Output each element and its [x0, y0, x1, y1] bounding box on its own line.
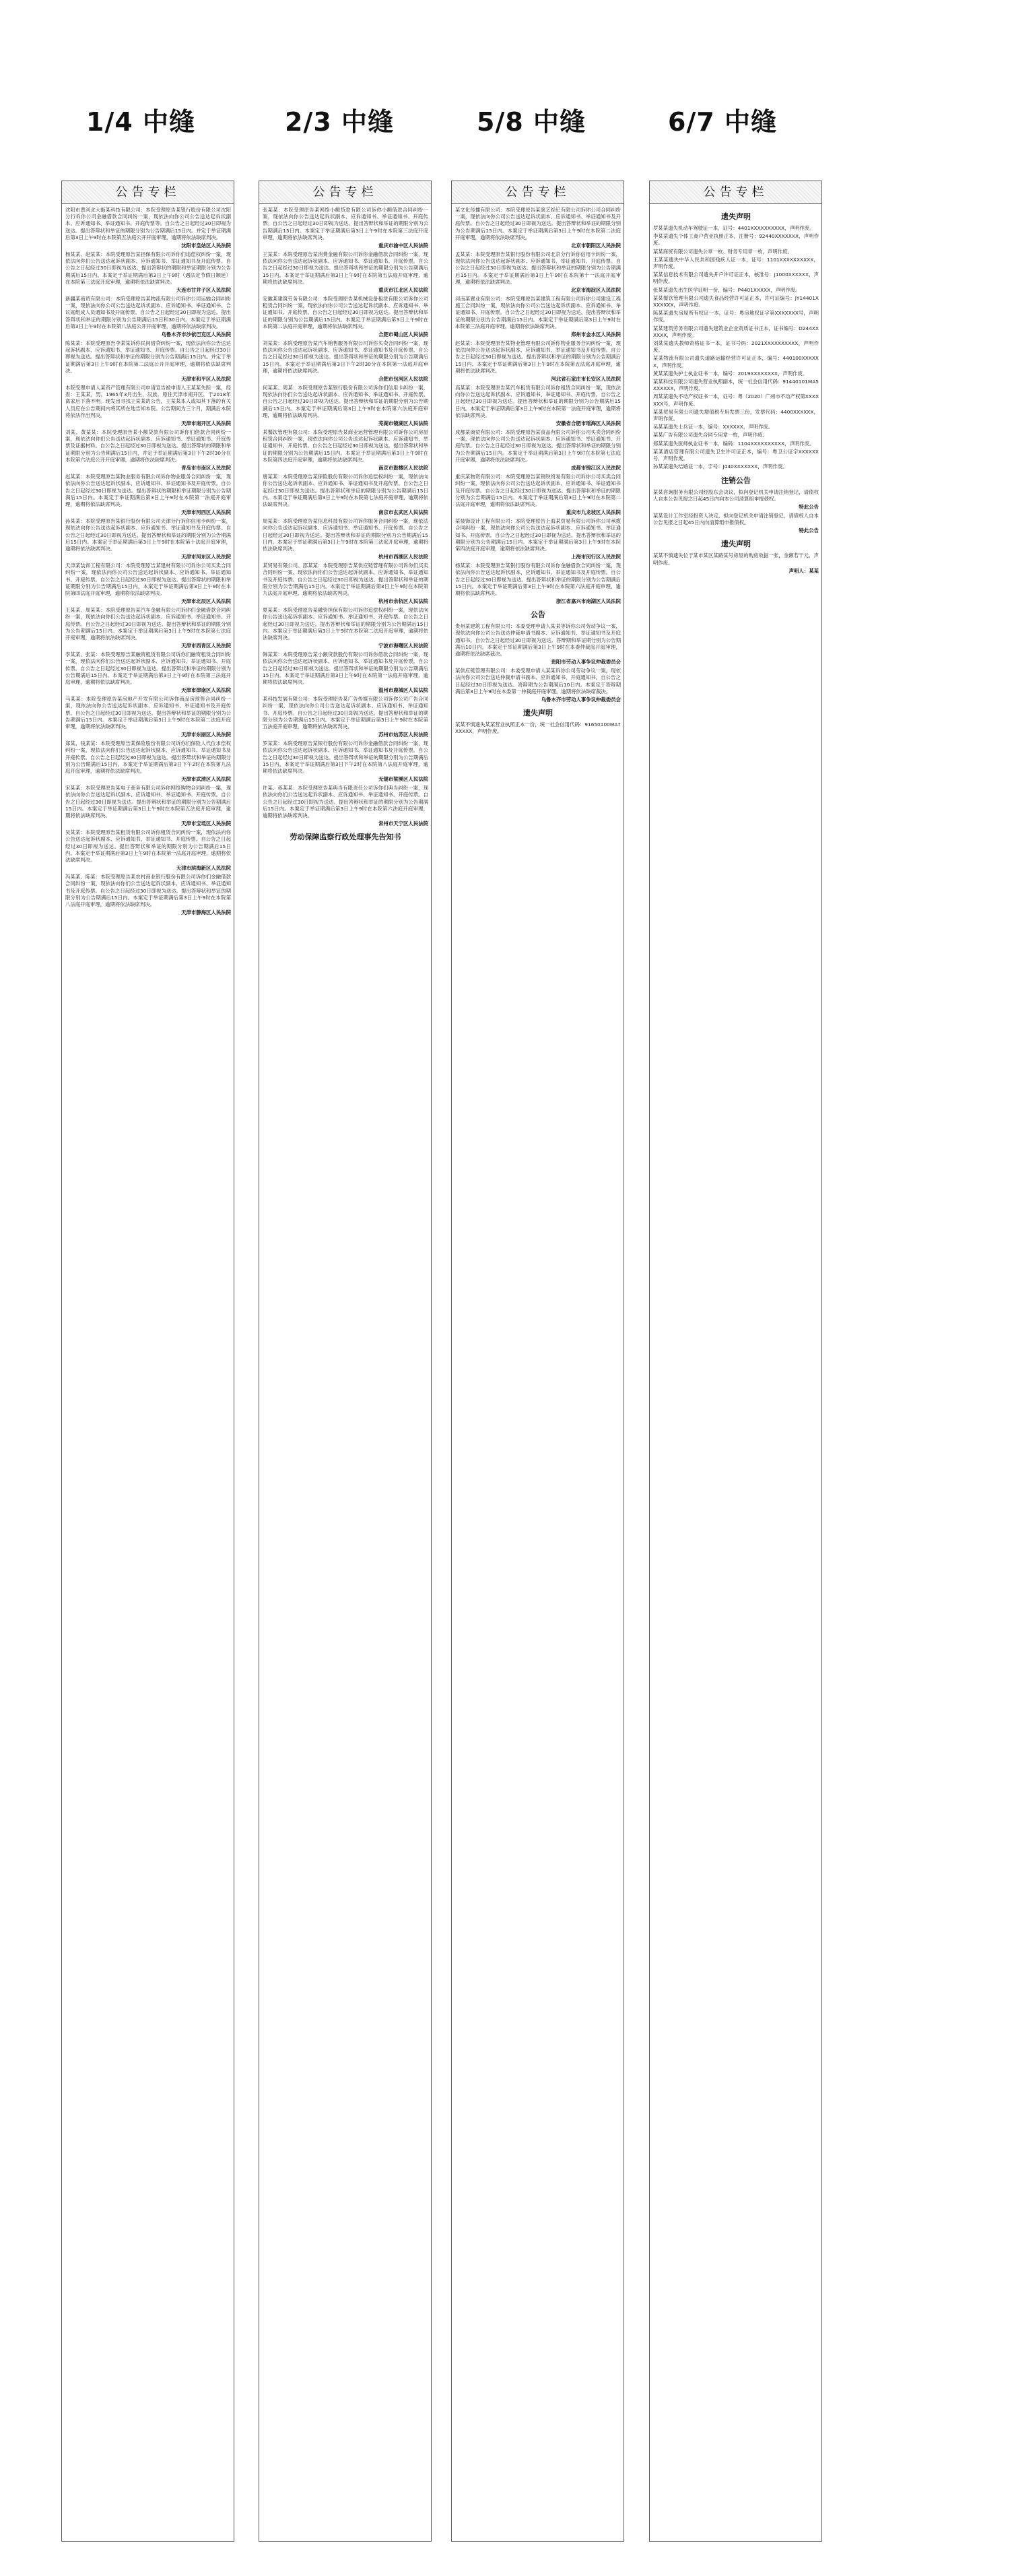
notice-text: 赵某某：本院受理原告某物业服务有限公司诉你物业服务合同纠纷一案，现依法向你公告送达起诉状副本、应诉通知书、举证通知书及开庭传票。自公告之日起经过30日即视为送达。提出答辩状的期限和举证期限分别为公告期满后15日内。本案定于举证期满后第3日上午9时在本院第一法庭开庭审理，逾期将依法缺席判决。	[65, 474, 231, 507]
notice-column-4	[649, 181, 822, 2542]
notice-text: 沈阳市黄河北大街某科技有限公司：本院受理原告某银行股份有限公司沈阳分行诉你公司金融借款合同纠纷一案，现依法向你公司公告送达起诉状副本、应诉通知书、举证通知书、开庭传票等。自公告之日起经过30日即视为送达。提出答辩状和举证的期限分别为公告期满后15日内。并定于举证期满后第3日上午9时在本院第五法庭公开开庭审理，逾期将依法缺席判决。	[65, 207, 231, 240]
notice-text: 许某、蒋某某：本院受理原告某典当有限责任公司诉你们典当纠纷一案，现依法向你们公告送达起诉状副本、应诉通知书、举证通知书、开庭传票。自公告之日起经过30日即视为送达。提出答辩状和举证的期限分别为公告期满后15日内。本案定于举证期满后第3日上午9时在本院第六法庭开庭审理，逾期将依法缺席判决。	[263, 785, 428, 819]
section-heading: 遗失声明	[721, 540, 751, 549]
column-heading-3: 5/8 中缝	[477, 107, 586, 137]
column-body	[259, 204, 431, 2539]
section-heading: 遗失声明	[721, 212, 751, 221]
notice-text: 安徽某建筑劳务有限公司：本院受理原告某机械设备租赁有限公司诉你公司租赁合同纠纷一案，现依法向你公司公告送达起诉状副本、应诉通知书、举证通知书、开庭传票。自公告之日起经过30日即视为送达。提出答辩状和举证的期限分别为公告期满后15日内。本案定于举证期满后第3日上午9时在本院第二法庭开庭审理，逾期将依法缺席判决。	[263, 296, 428, 329]
notice-issuer: 河北省石家庄市长安区人民法院	[551, 376, 621, 383]
notice-issuer: 天津市宝坻区人民法院	[181, 820, 231, 827]
notice-issuer: 天津市滨海新区人民法院	[176, 865, 231, 872]
notice-text: 某某广告有限公司遗失合同专用章一枚，声明作废。	[653, 432, 768, 439]
notice-text: 郑某某遗失医师执业证书一本，编码：1104XXXXXXXXXX，声明作废。	[653, 440, 815, 447]
section-heading: 遗失声明	[523, 708, 553, 717]
notice-text: 新疆某商贸有限公司：本院受理原告某物流有限公司诉你公司运输合同纠纷一案，现依法向你公司公告送达起诉状副本、应诉通知书、举证通知书、合议庭组成人员通知书及开庭传票。自公告之日起经过30日即视为送达。提出答辩状和举证的期限分别为公告期满后15日和30日内。本案定于举证期满后第3日上午9时在本院第八法庭公开开庭审理，逾期将依法缺席判决。	[65, 296, 231, 329]
notice-text: 某文化传播有限公司：本院受理原告某演艺经纪有限公司诉你公司合同纠纷一案，现依法向你公司公告送达起诉状副本、应诉通知书、举证通知书及开庭传票。自公告之日起经过30日即视为送达。提出答辩状和举证的期限分别为公告期满后15日内。本案定于举证期满后第3日上午9时在本院第二法庭开庭审理，逾期将依法缺席判决。	[455, 207, 621, 240]
notice-text: 罗某某：本院受理原告某银行股份有限公司诉你金融借款合同纠纷一案，现依法向你公告送达起诉状副本、应诉通知书、举证通知书及开庭传票。自公告之日起经过30日即视为送达。提出答辩状和举证的期限分别为公告期满后15日内。本案定于举证期满后第3日下午2时在本院第八法庭开庭审理，逾期将依法缺席判决。	[263, 740, 428, 774]
notice-issuer: 成都市锦江区人民法院	[571, 465, 621, 472]
notice-text: 某某设计工作室经投资人决定，拟向登记机关申请注销登记，请债权人自本公告见报之日起45日内向清算组申报债权。	[653, 512, 819, 526]
notice-text: 河南某置业有限公司：本院受理原告某建筑工程有限公司诉你公司建设工程施工合同纠纷一案，现依法向你公司公告送达起诉状副本、应诉通知书、举证通知书、开庭传票。自公告之日起经过30日即视为送达。提出答辩状和举证的期限分别为公告期满后15日内。本案定于举证期满后第3日上午9时在本院第三法庭开庭审理，逾期将依法缺席判决。	[455, 296, 621, 329]
notice-text: 高某某：本院受理原告某汽车租赁有限公司诉你租赁合同纠纷一案，现依法向你公告送达起诉状副本、应诉通知书、举证通知书、开庭传票。自公告之日起经过30日即视为送达。提出答辩状和举证的期限分别为公告期满后15日内。本案定于举证期满后第3日上午9时在本院第一法庭开庭审理，逾期将依法缺席判决。	[455, 385, 621, 418]
notice-issuer: 沈阳市皇姑区人民法院	[181, 243, 231, 249]
notice-text: 某某酒店管理有限公司遗失卫生许可证正本，编号：粤卫公证字XXXXXX号，声明作废。	[653, 448, 819, 462]
notice-text: 宋某某：本院受理原告某电子商务有限公司诉你网络购物合同纠纷一案，现依法向你公告送达起诉状副本、应诉通知书、举证通知书、开庭传票。自公告之日起经过30日即视为送达。提出答辩状和举证的期限分别为公告期满后15日内。本案定于举证期满后第3日上午9时在本院第五法庭开庭审理，逾期将依法缺席判决。	[65, 785, 231, 819]
notice-text: 周某某：本院受理原告某信息科技有限公司诉你服务合同纠纷一案，现依法向你公告送达起诉状副本、应诉通知书、举证通知书、开庭传票。自公告之日起经过30日即视为送达。提出答辩状和举证的期限分别为公告期满后15日内。本案定于举证期满后第3日上午9时在本院第三法庭开庭审理，逾期将依法缺席判决。	[263, 518, 428, 552]
notice-column-3	[451, 181, 624, 2542]
notice-issuer: 合肥市蜀山区人民法院	[378, 331, 428, 338]
notice-text: 刘某、黄某某：本院受理原告某小额贷款有限公司诉你们借款合同纠纷一案，现依法向你们公告送达起诉状副本、应诉通知书、举证通知书、开庭传票及证据材料。自公告之日起经过30日即视为送达。提出答辩状的期限和举证期限分别为公告期满后15日内，并定于举证期满后第3日下午2时30分在本院第六法庭公开开庭审理，逾期将依法缺席判决。	[65, 429, 231, 463]
notice-text: 何某某、周某：本院受理原告某银行股份有限公司诉你们信用卡纠纷一案，现依法向你们公告送达起诉状副本、应诉通知书、举证通知书、开庭传票。自公告之日起经过30日即视为送达。提出答辩状和举证的期限分别为公告期满后15日内。本案定于举证期满后第3日上午9时在本院第六法庭开庭审理，逾期将依法缺席判决。	[263, 385, 428, 418]
notice-text: 张某某：本院受理原告某网络小额贷款有限公司诉你小额借款合同纠纷一案，现依法向你公告送达起诉状副本、应诉通知书、举证通知书、开庭传票。自公告之日起经过30日即视为送达。提出答辩状和举证的期限分别为公告期满后15日内。本案定于举证期满后第3日上午9时在本院第三法庭开庭审理，逾期将依法缺席判决。	[263, 207, 428, 240]
notice-text: 吴某某遗失士兵证一本，编号：XXXXXX，声明作废。	[653, 424, 774, 430]
column-title: 公告专栏	[259, 181, 431, 204]
notice-issuer: 重庆市渝中区人民法院	[378, 243, 428, 249]
notice-text: 某某不慎遗失某某营业执照正本一份，统一社会信用代码：91650100MA7XXXXX，声明作废。	[455, 721, 621, 735]
notice-issuer: 安徽省合肥市瑶海区人民法院	[556, 420, 621, 427]
notice-text: 某某商贸有限公司遗失公章一枚、财务专用章一枚，声明作废。	[653, 248, 793, 255]
notice-text: 某供应链管理有限公司：本委受理申请人某某诉你公司劳动争议一案，现依法向你公司公告送达仲裁申请书副本、应诉通知书、开庭通知书。自公告之日起经过30日即视为送达。答辩期为公告期满后10日内。本案定于答辩期满后第3日上午9时在本委第一仲裁庭开庭审理，逾期将依法缺席裁决。	[455, 668, 621, 695]
notice-text: 王某某：本院受理原告某消费金融有限公司诉你金融借款合同纠纷一案，现依法向你公告送达起诉状副本、应诉通知书、举证通知书、开庭传票。自公告之日起经过30日即视为送达。提出答辩状和举证的期限分别为公告期满后15日内。本案定于举证期满后第3日上午9时在本院第五法庭开庭审理，逾期将依法缺席判决。	[263, 251, 428, 285]
column-body	[650, 204, 821, 2539]
notice-text: 刘某某：本院受理原告某汽车销售服务有限公司诉你买卖合同纠纷一案，现依法向你公告送达起诉状副本、应诉通知书、举证通知书及开庭传票。自公告之日起经过30日即视为送达。提出答辩状和举证的期限分别为公告期满后15日内。本案定于举证期满后第3日下午2时30分在本院第一法庭开庭审理，逾期将依法缺席判决。	[263, 340, 428, 374]
notice-issuer: 重庆市九龙坡区人民法院	[566, 509, 621, 516]
notice-issuer: 重庆市江北区人民法院	[378, 287, 428, 294]
notice-issuer: 天津市南开区人民法院	[181, 420, 231, 427]
column-title: 公告专栏	[62, 181, 234, 204]
notice-text: 陈某某遗失房屋所有权证一本，证号：粤房地权证字第XXXXXXX号，声明作废。	[653, 310, 819, 323]
notice-issuer: 特此公告	[799, 503, 819, 510]
notice-text: 孟某某：本院受理原告某银行股份有限公司北京分行诉你信用卡纠纷一案，现依法向你公告送达起诉状副本、应诉通知书、举证通知书、开庭传票。自公告之日起经过30日即视为送达。提出答辩状和举证的期限分别为公告期满后15日内。本案定于举证期满后第3日上午9时在本院第十一法庭开庭审理，逾期将依法缺席判决。	[455, 251, 621, 285]
notice-text: 冯某某、陈某：本院受理原告某农村商业银行股份有限公司诉你们金融借款合同纠纷一案，现依法向你们公告送达起诉状副本、应诉通知书、举证通知书及开庭传票。自公告之日起经过30日即视为送达。提出答辩状和举证的期限分别为公告期满后15日内。本案定于举证期满后第3日上午9时在本院第八法庭开庭审理，逾期将依法缺席判决。	[65, 874, 231, 908]
notice-issuer: 宁波市海曙区人民法院	[378, 643, 428, 649]
notice-issuer: 天津市河东区人民法院	[181, 554, 231, 560]
notice-text: 成都某商贸有限公司：本院受理原告某食品有限公司诉你公司买卖合同纠纷一案，现依法向你公司公告送达起诉状副本、应诉通知书、举证通知书、开庭传票。自公告之日起经过30日即视为送达。提出答辩状和举证的期限分别为公告期满后15日内。本案定于举证期满后第3日上午9时在本院第七法庭开庭审理，逾期将依法缺席判决。	[455, 429, 621, 463]
notice-text: 孙某某遗失结婚证一本，字号：J440XXXXXXX，声明作废。	[653, 463, 788, 470]
notice-text: 周某某遗失不动产权证书一本，证号：粤（2020）广州市不动产权第XXXXXXX号，声明作废。	[653, 393, 819, 407]
notice-issuer: 天津市静海区人民法院	[181, 909, 231, 916]
notice-text: 李某某遗失个体工商户营业执照正本，注册号：92440XXXXXXX，声明作废。	[653, 233, 819, 247]
notice-issuer: 天津市武清区人民法院	[181, 776, 231, 783]
notice-text: 夏某某：本院受理原告某融资担保有限公司诉你追偿权纠纷一案，现依法向你公告送达起诉状副本、应诉通知书、举证通知书、开庭传票。自公告之日起经过30日即视为送达。提出答辩状和举证的期限分别为公告期满后15日内。本案定于举证期满后第3日上午9时在本院第二法庭开庭审理，逾期将依法缺席判决。	[263, 607, 428, 641]
notice-text: 郑某、钱某某：本院受理原告某保险股份有限公司诉你们保险人代位求偿权纠纷一案，现依法向你们公告送达起诉状副本、应诉通知书、举证通知书及开庭传票。自公告之日起经过30日即视为送达。提出答辩状和举证的期限分别为公告期满后15日内。本案定于举证期满后第3日下午2时在本院第九法庭开庭审理，逾期将依法缺席判决。	[65, 740, 231, 774]
column-title: 公告专栏	[650, 181, 821, 204]
notice-text: 王某某遗失中华人民共和国残疾人证一本，证号：1101XXXXXXXXXX，声明作废。	[653, 256, 819, 270]
notice-issuer: 天津市北辰区人民法院	[181, 598, 231, 605]
notice-text: 某某不慎遗失位于某市某区某路某号房屋的购房收据一张，金额若干元，声明作废。	[653, 552, 819, 566]
notice-column-2	[259, 181, 432, 2542]
notice-text: 赵某某：本院受理原告某物业管理有限公司诉你物业服务合同纠纷一案，现依法向你公告送达起诉状副本、应诉通知书、举证通知书及开庭传票。自公告之日起经过30日即视为送达。提出答辩状和举证的期限分别为公告期满后15日内。本案定于举证期满后第3日上午9时在本院第五法庭开庭审理，逾期将依法缺席判决。	[455, 340, 621, 374]
notice-column-1	[61, 181, 234, 2542]
column-heading-1: 1/4 中缝	[86, 107, 195, 137]
notice-text: 某贸易有限公司、邵某某：本院受理原告某供应链管理有限公司诉你们买卖合同纠纷一案，现依法向你们公告送达起诉状副本、应诉通知书、举证通知书及开庭传票。自公告之日起经过30日即视为送达。提出答辩状和举证的期限分别为公告期满后15日内。本案定于举证期满后第3日上午9时在本院第九法庭开庭审理，逾期将依法缺席判决。	[263, 562, 428, 596]
notice-text: 重庆某物资有限公司：本院受理原告某钢铁贸易有限公司诉你公司买卖合同纠纷一案，现依法向你公司公告送达起诉状副本、应诉通知书、举证通知书及开庭传票。自公告之日起经过30日即视为送达。提出答辩状和举证的期限分别为公告期满后15日内。本案定于举证期满后第3日上午9时在本院第二法庭开庭审理，逾期将依法缺席判决。	[455, 474, 621, 507]
column-body	[62, 204, 234, 2539]
notice-issuer: 合肥市包河区人民法院	[378, 376, 428, 383]
notice-issuer: 上海市闵行区人民法院	[571, 554, 621, 560]
notice-text: 某某科技有限公司遗失营业执照副本，统一社会信用代码：91440101MA5XXXXXX，声明作废。	[653, 379, 819, 392]
notice-issuer: 常州市天宁区人民法院	[378, 820, 428, 827]
notice-issuer: 芜湖市镜湖区人民法院	[378, 420, 428, 427]
notice-issuer: 苏州市姑苏区人民法院	[378, 732, 428, 738]
notice-text: 马某某：本院受理原告某房地产开发有限公司诉你商品房预售合同纠纷一案，现依法向你公告送达起诉状副本、应诉通知书、举证通知书及开庭传票。自公告之日起经过30日即视为送达。提出答辩状和举证的期限分别为公告期满后15日内。本案定于举证期满后第3日上午9时在本院第二法庭开庭审理，逾期将依法缺席判决。	[65, 696, 231, 730]
notice-text: 某装饰设计工程有限公司：本院受理原告上海某贸易有限公司诉你公司承揽合同纠纷一案，现依法向你公司公告送达起诉状副本、应诉通知书、举证通知书、开庭传票。自公告之日起经过30日即视为送达。提出答辩状和举证的期限分别为公告期满后15日内。本案定于举证期满后第3日上午9时在本院第四法庭开庭审理，逾期将依法缺席判决。	[455, 518, 621, 552]
notice-text: 杨某某、赵某某：本院受理原告某担保有限公司诉你们追偿权纠纷一案，现依法向你们公告送达起诉状副本、应诉通知书、举证通知书及开庭传票。自公告之日起经过30日即视为送达。提出答辩状的期限和举证期限分别为公告期满后15日内。本案定于举证期满后第3日上午9时（遇法定节假日顺延）在本院第三法庭开庭审理，逾期将依法缺席判决。	[65, 251, 231, 285]
notice-issuer: 青岛市市南区人民法院	[181, 465, 231, 472]
notice-text: 某某物流有限公司遗失道路运输经营许可证正本，编号：440100XXXXXX，声明作废。	[653, 355, 819, 368]
notice-text: 唐某某：本院受理原告某保险股份有限公司诉你追偿权纠纷一案，现依法向你公告送达起诉状副本、应诉通知书、举证通知书及开庭传票。自公告之日起经过30日即视为送达。提出答辩状和举证的期限分别为公告期满后15日内。本案定于举证期满后第3日上午9时在本院第七法庭开庭审理，逾期将依法缺席判决。	[263, 474, 428, 507]
notice-issuer: 温州市鹿城区人民法院	[378, 687, 428, 694]
notice-issuer: 天津市津南区人民法院	[181, 687, 231, 694]
notice-issuer: 无锡市梁溪区人民法院	[378, 776, 428, 783]
notice-text: 李某某、张某：本院受理原告某融资租赁有限公司诉你们融资租赁合同纠纷一案，现依法向你们公告送达起诉状副本、应诉通知书、举证通知书、开庭传票。自公告之日起经过30日即视为送达。提出答辩状和举证的期限分别为公告期满后15日内。本案定于举证期满后第3日上午9时在本院第三法庭开庭审理，逾期将依法缺席判决。	[65, 651, 231, 685]
notice-issuer: 天津市河西区人民法院	[181, 509, 231, 516]
notice-text: 韩某某：本院受理原告某小额贷款股份有限公司诉你借款合同纠纷一案，现依法向你公告送达起诉状副本、应诉通知书、举证通知书及开庭传票。自公告之日起经过30日即视为送达。提出答辩状和举证的期限分别为公告期满后15日内。本案定于举证期满后第3日上午9时在本院第一法庭开庭审理，逾期将依法缺席判决。	[263, 651, 428, 685]
notice-issuer: 乌鲁木齐市沙依巴克区人民法院	[161, 331, 231, 338]
column-heading-2: 2/3 中缝	[285, 107, 394, 137]
notice-text: 黄某某遗失护士执业证书一本，编号：2019XXXXXXXX，声明作废。	[653, 370, 808, 377]
notice-text: 王某某、周某某：本院受理原告某汽车金融有限公司诉你们金融借款合同纠纷一案，现依法向你们公告送达起诉状副本、应诉通知书、举证通知书、开庭传票。自公告之日起经过30日即视为送达。提出答辩状和举证的期限分别为公告期满后15日内。本案定于举证期满后第3日上午9时在本院第七法庭开庭审理，逾期将依法缺席判决。	[65, 607, 231, 641]
notice-text: 某餐饮管理有限公司：本院受理原告某商业运营管理有限公司诉你公司房屋租赁合同纠纷一案，现依法向你公司公告送达起诉状副本、应诉通知书、举证通知书、开庭传票。自公告之日起经过30日即视为送达。提出答辩状和举证的期限分别为公告期满后15日内。本案定于举证期满后第3日上午9时在本院第四法庭开庭审理，逾期将依法缺席判决。	[263, 429, 428, 463]
notice-issuer: 南京市玄武区人民法院	[378, 509, 428, 516]
notice-issuer: 大连市甘井子区人民法院	[176, 287, 231, 294]
notice-issuer: 贵阳市劳动人事争议仲裁委员会	[551, 659, 621, 666]
notice-text: 天津某装饰工程有限公司：本院受理原告某建材有限公司诉你公司买卖合同纠纷一案，现依法向你公司公告送达起诉状副本、应诉通知书、举证通知书、开庭传票。自公告之日起经过30日即视为送达。提出答辩状的期限和举证期限分别为公告期满后15日内，本案定于举证期满后第3日上午9时在本院第四法庭开庭审理，逾期将依法缺席判决。	[65, 562, 231, 596]
notice-text: 某某咨询服务有限公司经股东会决议，拟向登记机关申请注销登记，请债权人自本公告见报之日起45日内向本公司清算组申报债权。	[653, 488, 819, 502]
column-title: 公告专栏	[452, 181, 624, 204]
notice-text: 孙某某：本院受理原告某银行股份有限公司天津分行诉你信用卡纠纷一案，现依法向你公告送达起诉状副本、应诉通知书、举证通知书及开庭传票。自公告之日起经过30日即视为送达。提出答辩状和举证的期限分别为公告期满后15日内。本案定于举证期满后第3日上午9时在本院第十法庭开庭审理，逾期将依法缺席判决。	[65, 518, 231, 552]
notice-text: 罗某某遗失机动车驾驶证一本，证号：4401XXXXXXXXXX，声明作废。	[653, 225, 815, 231]
section-heading: 劳动保障监察行政处理事先告知书	[290, 833, 401, 842]
notice-issuer: 北京市朝阳区人民法院	[571, 243, 621, 249]
notice-text: 某科技发展有限公司：本院受理原告某广告传媒有限公司诉你公司广告合同纠纷一案，现依法向你公司公告送达起诉状副本、应诉通知书、举证通知书、开庭传票。自公告之日起经过30日即视为送达。提出答辩状和举证的期限分别为公告期满后15日内。本案定于举证期满后第3日上午9时在本院第五法庭开庭审理，逾期将依法缺席判决。	[263, 696, 428, 730]
notice-text: 某某餐饮管理有限公司遗失食品经营许可证正本，许可证编号：JY14401XXXXXXX，声明作废。	[653, 294, 819, 309]
notice-issuer: 郑州市金水区人民法院	[571, 331, 621, 338]
notice-issuer: 南京市鼓楼区人民法院	[378, 465, 428, 472]
notice-text: 吴某某：本院受理原告某租赁有限公司诉你租赁合同纠纷一案，现依法向你公告送达起诉状副本、应诉通知书、举证通知书、开庭传票。自公告之日起经过30日即视为送达。提出答辩状和举证的期限分别为公告期满后15日内。本案定于举证期满后第3日上午9时在本院第一法庭开庭审理，逾期将依法缺席判决。	[65, 829, 231, 864]
notice-issuer: 天津市东丽区人民法院	[181, 732, 231, 738]
notice-text: 陈某某：本院受理原告李某某诉你民间借贷纠纷一案，现依法向你公告送达起诉状副本、应诉通知书、举证通知书、开庭传票。自公告之日起经过30日即视为送达。提出答辩状和举证的期限分别为公告期满后15日内。并定于举证期满后第3日上午9时在本院第二法庭公开开庭审理，逾期将依法缺席判决。	[65, 340, 231, 374]
notice-issuer: 特此公告	[799, 527, 819, 534]
notice-issuer: 声明人：某某	[788, 567, 819, 574]
notice-text: 某某贸易有限公司遗失增值税专用发票三份，发票代码：4400XXXXXX，声明作废。	[653, 408, 819, 422]
notice-text: 贵州某建筑工程有限公司：本委受理申请人某某等诉你公司劳动争议一案，现依法向你公司公告送达仲裁申请书副本、应诉通知书、举证通知书及开庭通知书。自公告之日起经过30日即视为送达。答辩期和举证期分别为公告期满后10日内。本案定于举证期满后第3日上午9时在本委仲裁庭开庭审理，逾期将依法缺席裁决。	[455, 623, 621, 657]
notice-text: 杨某某：本院受理原告某银行股份有限公司诉你金融借款合同纠纷一案，现依法向你公告送达起诉状副本、应诉通知书、举证通知书及开庭传票。自公告之日起经过30日即视为送达。提出答辩状和举证的期限分别为公告期满后15日内。本案定于举证期满后第3日上午9时在本院第六法庭开庭审理，逾期将依法缺席判决。	[455, 562, 621, 596]
notice-issuer: 天津市和平区人民法院	[181, 376, 231, 383]
notice-issuer: 杭州市西湖区人民法院	[378, 554, 428, 560]
notice-issuer: 天津市西青区人民法院	[181, 643, 231, 649]
column-heading-4: 6/7 中缝	[668, 107, 777, 137]
section-heading: 注销公告	[721, 476, 751, 485]
notice-text: 某某建筑劳务有限公司遗失建筑业企业资质证书正本，证书编号：D244XXXXXX，声明作废。	[653, 325, 819, 338]
notice-issuer: 浙江省嘉兴市南湖区人民法院	[556, 598, 621, 605]
notice-text: 某某信息技术有限公司遗失开户许可证正本，核准号：J1000XXXXXX，声明作废。	[653, 271, 819, 285]
section-heading: 公告	[531, 610, 545, 620]
notice-issuer: 乌鲁木齐市劳动人事争议仲裁委员会	[541, 696, 621, 703]
notice-text: 张某某遗失出生医学证明一份，编号：P4401XXXXX，声明作废。	[653, 286, 801, 293]
notice-text: 刘某某遗失教师资格证书一本，证书号码：2021XXXXXXXXXX，声明作废。	[653, 340, 819, 354]
notice-issuer: 杭州市余杭区人民法院	[378, 598, 428, 605]
notice-issuer: 北京市海淀区人民法院	[571, 287, 621, 294]
column-body	[452, 204, 624, 2539]
notice-text: 本院受理申请人某资产管理有限公司申请宣告被申请人王某某失踪一案，经查：王某某，男，1965年3月出生，汉族，原住天津市南开区，于2018年离家后下落不明。现发出寻找王某某的公告，王某某本人或知其下落的有关人员应在公告期间内将其所在地告知本院。公告期间为三个月，期满后本院将依法作出判决。	[65, 385, 231, 418]
